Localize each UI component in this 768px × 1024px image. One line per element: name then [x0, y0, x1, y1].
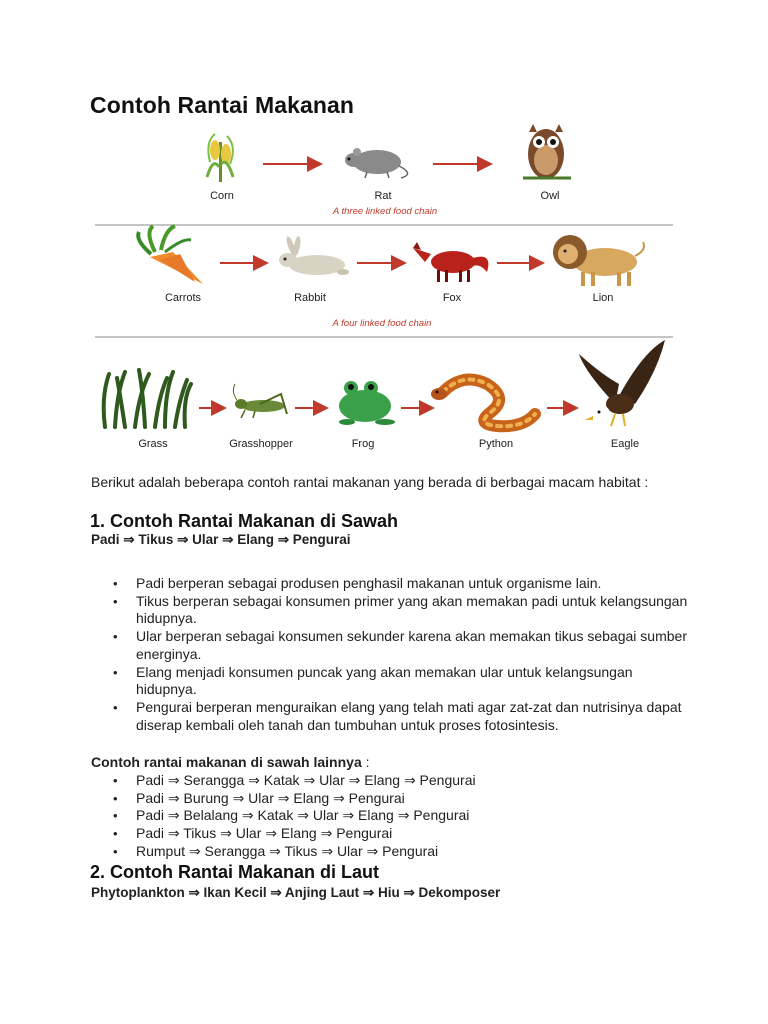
section2-chain: Phytoplankton ⇒ Ikan Kecil ⇒ Anjing Laut ⇒ Hiu ⇒ Dekomposer — [91, 885, 501, 900]
section1-bullet-list — [91, 575, 691, 734]
lion-icon — [553, 235, 644, 286]
chain2-node-label: Fox — [442, 292, 462, 304]
section2-heading: 2. Contoh Rantai Makanan di Laut — [90, 862, 380, 882]
chain3-node-label: Grass — [138, 438, 168, 450]
section1-heading: 1. Contoh Rantai Makanan di Sawah — [90, 511, 399, 531]
chain1-node-label: Corn — [210, 190, 234, 202]
list-item: • Elang menjadi konsumen puncak yang akan memakan ular untuk kelangsungan hidupnya. — [91, 664, 691, 699]
grass-icon — [104, 370, 191, 427]
rat-icon — [345, 148, 408, 178]
list-item: • Ular berperan sebagai konsumen sekunder karena akan memakan tikus sebagai sumber energinya. — [91, 628, 691, 663]
frog-icon — [339, 381, 395, 425]
grasshopper-icon — [233, 384, 287, 418]
eagle-icon — [579, 340, 665, 426]
chain1-caption: A three linked food chain — [332, 206, 438, 217]
chain2-caption: A four linked food chain — [332, 318, 432, 329]
list-item: • Padi ⇒ Serangga ⇒ Katak ⇒ Ular ⇒ Elang ⇒ Pengurai — [91, 772, 691, 790]
list-item: • Padi ⇒ Tikus ⇒ Ular ⇒ Elang ⇒ Pengurai — [91, 825, 691, 843]
rabbit-icon — [279, 236, 349, 275]
section1-chain: Padi ⇒ Tikus ⇒ Ular ⇒ Elang ⇒ Pengurai — [91, 532, 351, 547]
chain3-node-label: Grasshopper — [229, 438, 293, 450]
chain3-node-label: Python — [478, 438, 514, 450]
intro-paragraph: Berikut adalah beberapa contoh rantai makanan yang berada di berbagai macam habitat : — [91, 474, 649, 490]
chain2-node-label: Lion — [592, 292, 614, 304]
chain2-node-label: Carrots — [164, 292, 202, 304]
python-icon — [431, 380, 535, 427]
list-item: • Padi ⇒ Belalang ⇒ Katak ⇒ Ular ⇒ Elang ⇒ Pengurai — [91, 807, 691, 825]
carrot-icon — [138, 226, 203, 284]
list-item: • Rumput ⇒ Serangga ⇒ Tikus ⇒ Ular ⇒ Pengurai — [91, 843, 691, 861]
corn-icon — [207, 134, 233, 182]
list-item: • Padi berperan sebagai produsen penghasil makanan untuk organisme lain. — [91, 575, 691, 593]
food-chain-figure — [95, 122, 675, 462]
fox-icon — [413, 242, 488, 282]
list-item: • Padi ⇒ Burung ⇒ Ular ⇒ Elang ⇒ Pengurai — [91, 790, 691, 808]
chain3-node-label: Eagle — [610, 438, 640, 450]
other-chains-heading-text: Contoh rantai makanan di sawah lainnya — [91, 754, 362, 770]
owl-icon — [523, 124, 571, 179]
chain1-node-label: Owl — [540, 190, 560, 202]
other-chains-list — [91, 772, 691, 861]
page-title: Contoh Rantai Makanan — [90, 92, 355, 118]
other-chains-heading — [91, 754, 370, 770]
chain2-node-label: Rabbit — [294, 292, 326, 304]
other-chains-heading-suffix: : — [361, 754, 370, 770]
chain3-node-label: Frog — [351, 438, 375, 450]
chain1-node-label: Rat — [374, 190, 392, 202]
list-item: • Tikus berperan sebagai konsumen primer yang akan memakan padi untuk kelangsungan hidupnya. — [91, 593, 691, 628]
list-item: • Pengurai berperan menguraikan elang yang telah mati agar zat-zat dan nutrisinya dapat diserap kembali oleh tanah dan tumbuhan untuk proses fotosintesis. — [91, 699, 691, 734]
